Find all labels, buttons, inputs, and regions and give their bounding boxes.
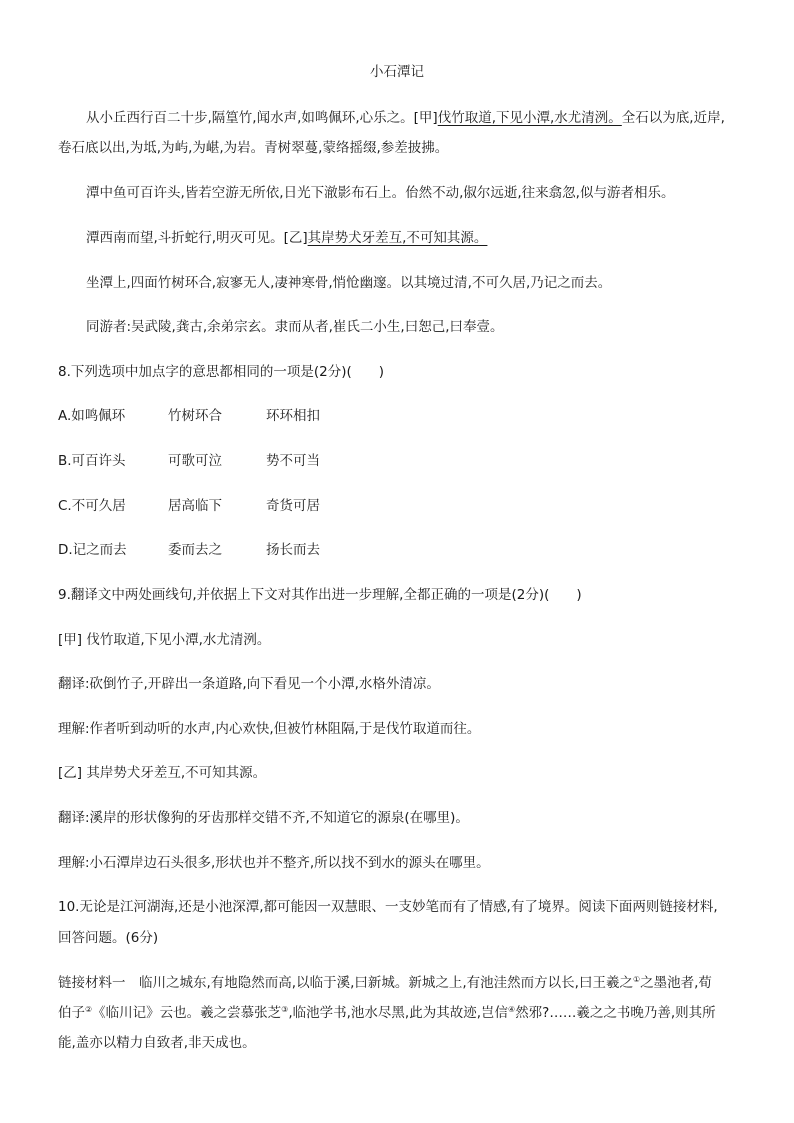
question-9-jia-understanding: 理解:作者听到动听的水声,内心欢快,但被竹林阻隔,于是伐竹取道而往。 <box>58 721 481 737</box>
question-9-yi-sentence: [乙] 其岸势犬牙差互,不可知其源。 <box>58 765 267 781</box>
paragraph-1-text-cont: 全石以为底,近岸, <box>621 110 725 126</box>
material-1-text-2d: 然邪?……羲之之书晚乃善,则其所 <box>515 1005 716 1021</box>
option-a-col-2: 竹树环合 <box>168 408 222 424</box>
footnote-marker-1: ① <box>632 975 641 984</box>
option-d-col-3: 扬长而去 <box>266 542 320 558</box>
passage-paragraph-1-line-2: 卷石底以出,为坻,为屿,为嵁,为岩。青树翠蔓,蒙络摇缀,参差披拂。 <box>58 140 449 156</box>
footnote-marker-3: ③ <box>281 1005 289 1014</box>
question-8-option-a <box>58 406 770 426</box>
question-10-stem: 10.无论是江河湖海,还是小池深潭,都可能因一双慧眼、一支妙笔而有了情感,有了境界。阅读下面两则链接材料, <box>58 899 718 915</box>
option-b-col-2: 可歌可泣 <box>168 453 222 469</box>
question-8-option-d <box>58 540 770 560</box>
paragraph-1-text: 从小丘西行百二十步,隔篁竹,闻水声,如鸣佩环,心乐之。[甲] <box>86 110 438 126</box>
link-material-1-line-2 <box>58 1003 770 1023</box>
underlined-sentence-jia: 伐竹取道,下见小潭,水尤清洌。 <box>437 110 622 126</box>
question-9-jia-translation: 翻译:砍倒竹子,开辟出一条道路,向下看见一个小潭,水格外清凉。 <box>58 676 440 692</box>
material-1-text-2c: ,临池学书,池水尽黑,此为其故迹,岂信 <box>288 1005 509 1021</box>
option-c-col-3: 奇货可居 <box>266 498 320 514</box>
underlined-sentence-yi: 其岸势犬牙差互,不可知其源。 <box>307 230 488 246</box>
material-1-text-cont: 之墨池者,荀 <box>640 975 712 991</box>
option-a-col-1: A.如鸣佩环 <box>58 408 126 424</box>
passage-paragraph-5: 同游者:吴武陵,龚古,余弟宗玄。隶而从者,崔氏二小生,曰恕己,曰奉壹。 <box>86 319 504 335</box>
passage-title: 小石潭记 <box>370 64 424 80</box>
question-8-option-b <box>58 451 770 471</box>
passage-paragraph-2: 潭中鱼可百许头,皆若空游无所依,日光下澈影布石上。佁然不动,俶尔远逝,往来翕忽,似与游者相乐。 <box>86 185 675 201</box>
link-material-1-line-1 <box>58 973 770 993</box>
option-d-col-2: 委而去之 <box>168 542 222 558</box>
option-d-col-1: D.记之而去 <box>58 542 127 558</box>
passage-paragraph-1 <box>86 108 770 128</box>
question-10-stem-line-2: 回答问题。(6分) <box>58 930 159 946</box>
passage-paragraph-4: 坐潭上,四面竹树环合,寂寥无人,凄神寒骨,悄怆幽邃。以其境过清,不可久居,乃记之而去。 <box>86 275 612 291</box>
paragraph-3-text: 潭西南而望,斗折蛇行,明灭可见。[乙] <box>86 230 308 246</box>
material-1-text-2a: 伯子 <box>58 1005 85 1021</box>
question-9-yi-understanding: 理解:小石潭岸边石头很多,形状也并不整齐,所以找不到水的源头在哪里。 <box>58 855 490 871</box>
option-b-col-3: 势不可当 <box>266 453 320 469</box>
footnote-marker-4: ④ <box>508 1005 516 1014</box>
question-8-option-c <box>58 496 770 516</box>
option-c-col-2: 居高临下 <box>168 498 222 514</box>
option-b-col-1: B.可百许头 <box>58 453 126 469</box>
option-a-col-3: 环环相扣 <box>266 408 320 424</box>
material-1-text-2b: 《临川记》云也。羲之尝慕张芝 <box>92 1005 282 1021</box>
question-8-stem: 8.下列选项中加点字的意思都相同的一项是(2分)( ) <box>58 364 385 380</box>
footnote-marker-2: ② <box>85 1005 93 1014</box>
link-material-1-line-3: 能,盖亦以精力自致者,非天成也。 <box>58 1035 256 1051</box>
question-9-stem: 9.翻译文中两处画线句,并依据上下文对其作出进一步理解,全都正确的一项是(2分)( ) <box>58 587 582 603</box>
material-1-text: 链接材料一 临川之城东,有地隐然而高,以临于溪,曰新城。新城之上,有池洼然而方以长,曰王羲之 <box>58 975 633 991</box>
question-9-jia-sentence: [甲] 伐竹取道,下见小潭,水尤清洌。 <box>58 632 271 648</box>
question-9-yi-translation: 翻译:溪岸的形状像狗的牙齿那样交错不齐,不知道它的源泉(在哪里)。 <box>58 810 469 826</box>
option-c-col-1: C.不可久居 <box>58 498 126 514</box>
passage-paragraph-3 <box>86 228 770 248</box>
